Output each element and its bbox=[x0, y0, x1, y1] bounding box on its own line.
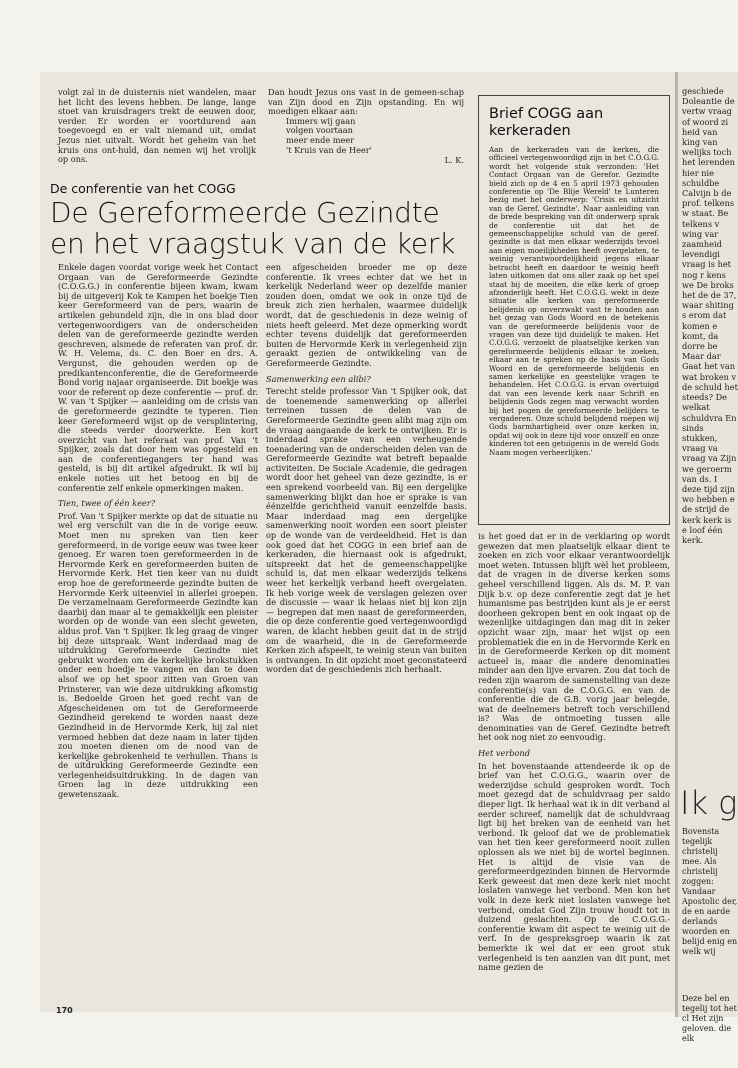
sidebar-box-title: Brief COGG aan kerkeraden bbox=[489, 106, 604, 139]
col1-paragraph-b: Prof. Van 't Spijker merkte op dat de situatie nu wel erg verschilt van die in de vorige eeuw. Moet men nu spreken van tien keer gereformeerd, in de vorige eeuw was twee keer genoeg. Er waren toen gereformeerden in de Hervormde Kerk en gereformeerden buiten de Hervormde Kerk. Het tien keer van nu duidt erop hoe de gereformeerde gezindte buiten de Hervormde Kerk uiteenviel in allerlei groepen. De verzamelnaam Gereformeerde Gezindte kan daarbij dan maar al te gemakkelijk een pleister worden op de wonde van een slecht geweten, aldus prof. Van 't Spijker. Ik leg graag de vinger bij deze uitspraak. Want inderdaad mag de uitdrukking Gereformeerde Gezindte niet gebruikt worden om de kerkelijke brokstukken onder een hoedje te vangen en dan te doen alsof we op het spoor zitten van Groen van Prinsterer, van wie deze uitdrukking afkomstig is. Bedoelde Groen het goed recht van de Afgescheidenen om tot de Gereformeerde Gezindheid gerekend te worden naast deze Gezindheid in de Hervormde Kerk, hij zal niet vermoed hebben dat deze naam in later tijden zou moeten dienen om de nood van de kerkelijke gebrokenheid te verhullen. Thans is de uitdrukking Gereformeerde Gezindte een verlegenheidsuitdrukking. In de dagen van Groen lag in deze uitdrukking een gewetenszaak. bbox=[58, 510, 258, 800]
col3-paragraph-b: In het bovenstaande attendeerde ik op de brief van het C.O.G.G., waarin over de wederzijdse schuld gesproken wordt. Toch moet gezegd dat de schuldvraag per saldo dieper ligt. Ik herhaal wat ik in dit verband al eerder schreef, namelijk dat de schuldvraag ligt bij het breken van de eenheid van het verbond. Ik geloof dat we de problematiek van het tien keer gereformeerd nooit zullen oplossen als we niet bij de wortel beginnen. Het is altijd de visie van de gereformeerdgezinden binnen de Hervormde Kerk geweest dat men deze kerk niet mocht loslaten vanwege het verbond. Men kon het volk in deze kerk niet loslaten vanwege het verbond, omdat God Zijn trouw houdt tot in duizend geslachten. Op de C.O.G.G.-conferentie kwam dit aspect te weinig uit de verf. In de gespreksgroep waarin ik zat bemerkte ik wel dat er een groot stuk verlegenheid is ten aanzien van dit punt, met name gezien de bbox=[478, 760, 670, 973]
poem-line: meer ende meer bbox=[286, 134, 355, 145]
article-column-1 bbox=[58, 263, 258, 1003]
next-page-headline: Ik g bbox=[680, 784, 738, 822]
poem-line: 't Kruis van de Heer' bbox=[286, 144, 372, 155]
top-left-text bbox=[58, 88, 256, 165]
next-page-strip bbox=[678, 72, 738, 1043]
sidebar-box bbox=[478, 95, 670, 525]
poem-line: volgen voortaan bbox=[286, 125, 353, 136]
col1-paragraph-a: Enkele dagen voordat vorige week het Contact Orgaan van de Gereformeerde Gezindte (C.O.G.G.) in conferentie bijeen kwam, kwam bij de uitgeverij Kok te Kampen het boekje Tien keer Gereformeerd van de pers, waarin de artikelen gebundeld zijn, die in ons blad door vertegenwoordigers van de onderscheiden delen van de gereformeerde gezindte werden geschreven, alsmede de referaten van prof. dr. W. H. Velema, ds. C. den Boer en drs. A. Vergunst, die gehouden werden op de predikantenconferentie, die de Gereformeerde Bond vorig najaar organiseerde. Dit boekje was voor de referent op deze conferentie — prof. dr. W. van 't Spijker — aanleiding om de crisis van de gereformeerde gezindte te typeren. Tien keer Gereformeerd wijst op de versplintering, die steeds verder doorwerkte. Een kort overzicht van het referaat van prof. Van 't Spijker, zoals dat door hem was opgesteld en aan de conferentiegangers ter hand was gesteld, is bij dit artikel afgedrukt. Ik wil bij enkele noties uit het betoog en bij de conferentie zelf enkele opmerkingen maken. bbox=[58, 262, 258, 493]
top-left-text-content: volgt zal in de duisternis niet wandelen, maar het licht des levens hebben. De lange, lange stoet van kruisdragers trekt de eeuwen door, verder. Er worden er voortdurend aan toegevoegd en er valt niemand uit, omdat Jezus niet uitvalt. Wordt het geheim van het kruis ons ont-huld, dan nemen wij het vrolijk op ons. bbox=[58, 87, 256, 165]
signature: L. K. bbox=[444, 155, 464, 166]
kicker: De conferentie van het COGG bbox=[50, 181, 236, 196]
poem bbox=[268, 117, 464, 155]
headline: De Gereformeerde Gezindte en het vraagstuk van de kerk bbox=[50, 196, 456, 260]
article-column-3 bbox=[478, 532, 670, 1004]
col2-paragraph-a: een afgescheiden broeder me op deze conferentie. Ik vrees echter dat we het in kerkelijk Nederland weer op dezelfde manier zouden doen, omdat we ook in onze tijd de breuk zich zien herhalen, waarmee duidelijk wordt, dat de geschiedenis in deze weinig of niets heeft geleerd. Met deze opmerking wordt echter tevens duidelijk dat gereformeerden buiten de Hervormde Kerk in verlegenheid zijn geraakt gezien de ontwikkeling van de Gereformeerde Gezindte. bbox=[266, 262, 467, 368]
next-page-text-3: Deze bel en tegelij tot het cl Het zijn geloven. die elk bbox=[682, 994, 737, 1043]
col3-paragraph-a: is het goed dat er in de verklaring op wordt gewezen dat men plaatselijk elkaar dient te zoeken en zich voor elkaar verantwoordelijk moet weten. Intussen blijft wèl het probleem, dat de vragen in de diverse kerken soms geheel verschillend liggen. Als ds. M. P. van Dijk b.v. op deze conferentie zegt dat je het humanisme pas bestrijden kunt als je er eerst doorheen gekropen bent en ook ingaat op de wezenlijke uitdagingen dan mag dit in zeker opzicht waar zijn, maar het wijst op een problematiek die en in de Hervormde Kerk en in de Gereformeerde Kerken op dit moment actueel is, maar die andere denominaties minder aan den lijve ervaren. Zou dat toch de reden zijn waarom de samenstelling van deze conferentie(s) van de C.O.G.G. en van de conferentie die de G.B. vorig jaar belegde, wat de deelnemers betreft toch verschillend is? Was de ontmoeting tussen alle denominaties van de Geref. Gezindte betreft het ook nog niet zo eenvoudig. bbox=[478, 531, 670, 743]
poem-line: Immers wij gaan bbox=[286, 115, 356, 126]
sidebar-box-inner bbox=[489, 106, 659, 531]
article-column-2 bbox=[266, 263, 467, 1005]
next-page-text: geschiede Doleantie de vertw vraag of woord zi heid van king van welijks toch het lerenden hier nie schuldbe Calvijn b de prof. telkens w staat. Be telkens v wing var zaamheid levendigi vraag is het nog r kens we De broks het de de 37, waar shiting s erom dat komen e komt, da dorre be Maar dar Gaat het van wat broken v de schuld het steeds? De welkat schuldvra En sinds stukken, vraag va vraag va Zijn we geroerm van ds. I deze tijd zijn wo hebben e de strijd de kerk kerk is e loof één kerk. bbox=[682, 86, 738, 545]
col2-subhead: Samenwerking een alibi? bbox=[266, 373, 371, 384]
top-mid-intro: Dan houdt Jezus ons vast in de gemeen-schap van Zijn dood en Zijn opstanding. En wij moedigen elkaar aan: bbox=[268, 87, 464, 117]
col2-paragraph-b: Terecht stelde professor Van 't Spijker ook, dat de toenemende samenwerking op allerlei terreinen tussen de delen van de Gereformeerde Gezindte geen alibi mag zijn om de vraag aangaande de kerk te ontwijken. Er is inderdaad sprake van een verheugende toenadering van de onderscheiden delen van de Gereformeerde Gezindte wat betreft bepaalde activiteiten. De Sociale Academie, die gedragen wordt door het geheel van deze gezindte, is er een sprekend voorbeeld van. Bij een dergelijke samenwerking blijkt dan hoe er sprake is van éénzelfde gerichtheid vanuit eenzelfde basis. Maar inderdaad mag een dergelijke samenwerking nooit worden een soort pleister op de wonde van de verdeeldheid. Het is dan ook goed dat het COGG in een brief aan de kerkeraden, die hiernaast ook is afgedrukt, uitspreekt dat het de gemeenschappelijke schuld is, dat men elkaar wederzijds telkens weer het kerkelijk verband heeft overgelaten. Ik heb vorige week de verslagen gelezen over de discussie — waar ik helaas niet bij kon zijn — begrepen dat men naast de gereformeerden, die op deze conferentie goed vertegenwoordigd waren, de klacht hebben geuit dat in de strijd om de waarheid, die in de Gereformeerde Kerken zich afspeelt, te weinig steun van buiten is ontvangen. In dit opzicht moet geconstateerd worden dat de geschiedenis zich herhaalt. bbox=[266, 386, 467, 675]
page-number: 170 bbox=[56, 1006, 73, 1015]
next-page-text-2: Bovensta tegelijk christelij mee. Als christelij zoggen: Vandaar Apostolic der, de en aarde derlands woorden en belijd enig en welk wij bbox=[682, 827, 738, 956]
top-mid-block bbox=[268, 88, 464, 165]
col3-subhead: Het verbond bbox=[478, 748, 530, 759]
sidebar-box-text: Aan de kerkeraden van de kerken, die officieel vertegenwoordigd zijn in het C.O.G.G. wordt het volgende stuk verzonden: 'Het Contact Orgaan van de Gerefor. Gezindte bield zich op de 4 en 5 april 1973 gehouden conferentie op 'De Blije Wereld' te Lunteren bezig met het onderwerp: 'Crisis en uitzicht van de Geref. Gezindte'. Naar aanleiding van de brede bespreking van dit onderwerp sprak de conferentie uit dat het de gemeenschappelijke schuld van de geref. gezindte is dat men elkaar wederzijds tevoel aan eigen moeilijkheden heeft overgelaten, te weinig verantwoordelijkheid jegens elkaar betracht heeft en daardoor te weinig heeft laten uitkomen dat ons aller zaak op het spel staat bij de moeiten, die elke kerk of groep afzonderlijk heeft. Het C.O.G.G. wekt in deze situatie alle kerken van gereformeerde belijdenis op onverzwakt vast te houden aan het gezag van Gods Woord en de betekenis van de gereformeerde belijdenis voor de vragen van deze tijd duidelijk te maken. Het C.O.G.G. verzoekt de plaatselijke kerken van gereformeerde belijdenis elkaar te zoeken, elkaar aan te spreken op de basis van Gods Woord en de gereformeerde belijdenis en samen kerkelijke en geestelijke vragen te behandelen. Het C.O.G.G. is ervan overtuigd dat van een levende kerk naar Schrift en belijdenis Gods zegen mag verwacht worden bij het pogen de gereformeerde belijders te vergaderen. Onze schuld belijdend roepen wij Gods barmhartigheid over onze kerken in, opdat wij ook in deze tijd voor onszelf en onze kinderen tot een getuigenis in de wereld Gods Naam mogen verheerlijken.' bbox=[489, 145, 659, 457]
col1-subhead: Tien, twee of één keer? bbox=[58, 498, 156, 509]
